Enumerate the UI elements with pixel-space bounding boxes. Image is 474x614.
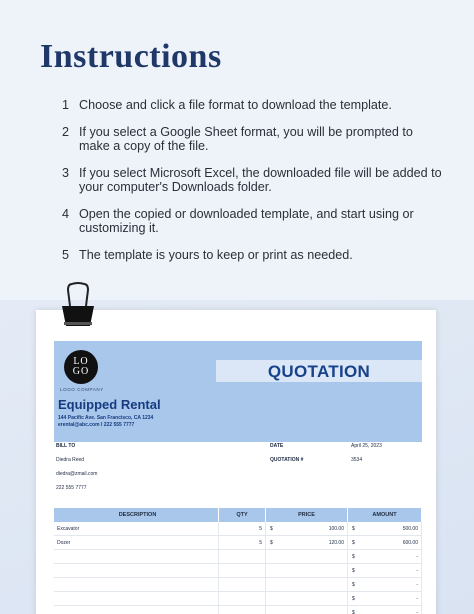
column-price: PRICE	[266, 508, 348, 522]
step-number: 3	[62, 166, 70, 180]
company-name: Equipped Rental	[58, 397, 161, 412]
quotation-number-label: QUOTATION #	[270, 457, 304, 463]
bill-to-label: BILL TO	[56, 443, 76, 449]
cell-amount	[348, 522, 422, 535]
cell-qty	[219, 578, 266, 591]
currency-symbol: $	[352, 526, 355, 532]
instruction-list	[62, 98, 442, 275]
table-row	[54, 564, 422, 578]
bill-to-phone: 222 555 7777	[56, 485, 87, 491]
cell-amount	[348, 606, 422, 614]
quotation-template-preview	[36, 310, 436, 614]
cell-qty: 5	[219, 522, 266, 535]
cell-amount	[348, 564, 422, 577]
instruction-step	[62, 207, 442, 235]
cell-qty: 5	[219, 536, 266, 549]
cell-description	[54, 564, 219, 577]
bill-to-name: Diedra Reed	[56, 457, 85, 463]
cell-description: Dozer	[54, 536, 219, 549]
amount-value: 500.00	[402, 526, 418, 532]
cell-price	[266, 564, 348, 577]
step-number: 4	[62, 207, 70, 221]
date-label: DATE	[270, 443, 284, 449]
currency-symbol: $	[352, 540, 355, 546]
cell-qty	[219, 592, 266, 605]
logo-icon	[64, 350, 98, 384]
cell-amount	[348, 578, 422, 591]
table-row	[54, 578, 422, 592]
cell-amount	[348, 536, 422, 549]
cell-description	[54, 592, 219, 605]
items-table	[54, 508, 422, 614]
cell-amount	[348, 592, 422, 605]
instruction-step	[62, 248, 442, 262]
binder-clip-icon	[58, 282, 98, 330]
amount-value: -	[416, 610, 418, 614]
instruction-step	[62, 98, 442, 112]
table-row	[54, 522, 422, 536]
cell-price	[266, 536, 348, 549]
column-amount: AMOUNT	[348, 508, 422, 522]
cell-price	[266, 592, 348, 605]
quotation-title: QUOTATION	[267, 362, 371, 381]
logo-company: LOGO COMPANY	[60, 387, 104, 392]
cell-price	[266, 522, 348, 535]
page-title: Instructions	[40, 38, 222, 75]
table-row	[54, 550, 422, 564]
cell-qty	[219, 564, 266, 577]
currency-symbol: $	[270, 526, 273, 532]
amount-value: -	[416, 568, 418, 574]
cell-description: Excavator	[54, 522, 219, 535]
amount-value: 600.00	[402, 540, 418, 546]
table-header	[54, 508, 422, 522]
cell-description	[54, 578, 219, 591]
step-number: 2	[62, 125, 70, 139]
step-number: 1	[62, 98, 70, 112]
cell-description	[54, 550, 219, 563]
price-value: 120.00	[328, 540, 344, 546]
step-text: Choose and click a file format to download the template.	[79, 98, 392, 112]
currency-symbol: $	[352, 596, 355, 602]
amount-value: -	[416, 582, 418, 588]
quotation-title-band	[216, 360, 422, 382]
cell-qty	[219, 606, 266, 614]
step-text: The template is yours to keep or print as needed.	[79, 248, 353, 262]
cell-price	[266, 578, 348, 591]
currency-symbol: $	[352, 554, 355, 560]
bill-to-email: diedra@zmail.com	[56, 471, 98, 477]
amount-value: -	[416, 596, 418, 602]
logo-text: LO GO	[72, 356, 90, 377]
currency-symbol: $	[352, 568, 355, 574]
company-contact: erental@abc.com I 222 555 7777	[58, 422, 135, 428]
table-row	[54, 606, 422, 614]
amount-value: -	[416, 554, 418, 560]
column-qty: QTY	[219, 508, 266, 522]
date-value: April 25, 2023	[351, 443, 382, 449]
table-row	[54, 536, 422, 550]
quotation-header	[54, 341, 422, 442]
currency-symbol: $	[352, 582, 355, 588]
company-address: 144 Pacific Ave. San Francisco, CA 1234	[58, 415, 154, 421]
step-text: Open the copied or downloaded template, and start using or customizing it.	[79, 207, 414, 235]
cell-price	[266, 606, 348, 614]
step-text: If you select Microsoft Excel, the downloaded file will be added to your computer's Downloads folder.	[79, 166, 442, 194]
step-text: If you select a Google Sheet format, you will be prompted to make a copy of the file.	[79, 125, 413, 153]
cell-description	[54, 606, 219, 614]
step-number: 5	[62, 248, 70, 262]
cell-amount	[348, 550, 422, 563]
currency-symbol: $	[352, 610, 355, 614]
instruction-step	[62, 125, 442, 153]
cell-qty	[219, 550, 266, 563]
price-value: 100.00	[328, 526, 344, 532]
column-description: DESCRIPTION	[54, 508, 219, 522]
currency-symbol: $	[270, 540, 273, 546]
cell-price	[266, 550, 348, 563]
quotation-number-value: 3534	[351, 457, 363, 463]
table-row	[54, 592, 422, 606]
instruction-step	[62, 166, 442, 194]
